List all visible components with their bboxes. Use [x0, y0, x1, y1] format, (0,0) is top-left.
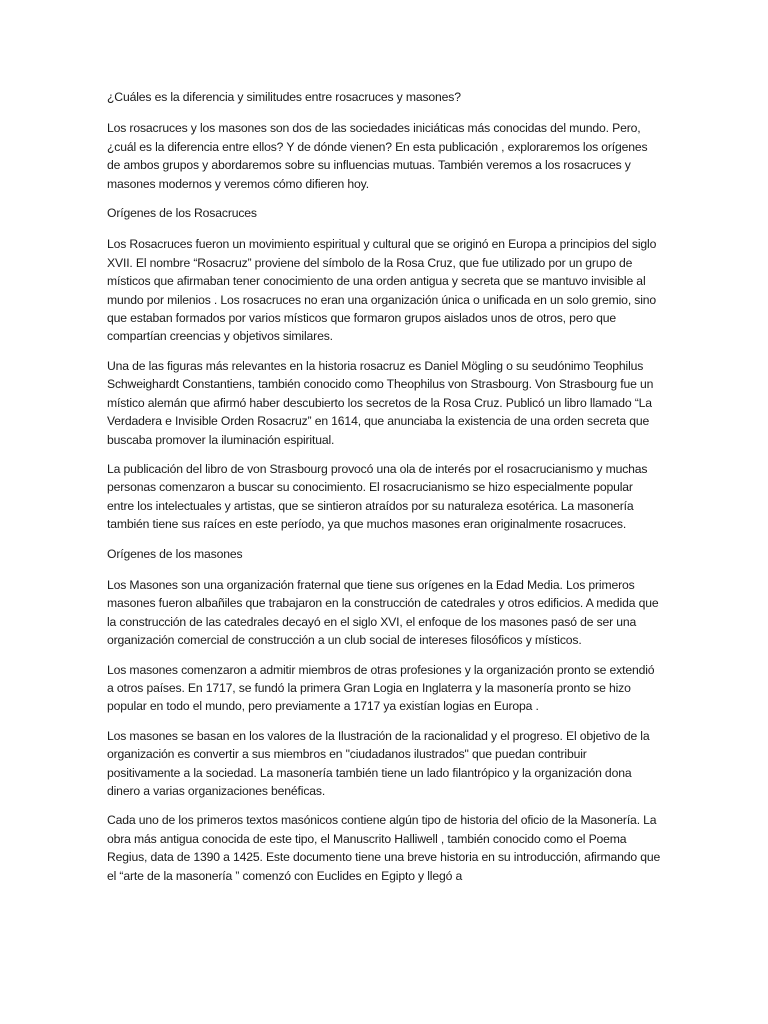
paragraph: Los masones se basan en los valores de la Ilustración de la racionalidad y el progreso. El objetivo de la organización es convertir a sus miembros en "ciudadanos ilustrados" que puedan contribuir positivamente a la sociedad. La masonería también tiene un lado filantrópico y la organización dona dinero a varias organizaciones benéficas.: [107, 728, 650, 798]
paragraph: Una de las figuras más relevantes en la historia rosacruz es Daniel Mögling o su seudónimo Teophilus Schweighardt Constantiens, también conocido como Theophilus von Strasbourg. Von Strasbourg fue un místico alemán que afirmó haber descubierto los secretos de la Rosa Cruz. Publicó un libro llamado “La Verdadera e Invisible Orden Rosacruz” en 1614, que anunciaba la existencia de una orden secreta que buscaba promover la iluminación espiritual.: [107, 358, 654, 447]
section-heading-rosacruces: Orígenes de los Rosacruces: [107, 206, 257, 221]
document-title: ¿Cuáles es la diferencia y similitudes entre rosacruces y masones?: [107, 90, 461, 104]
paragraph: Cada uno de los primeros textos masónicos contiene algún tipo de historia del oficio de la Masonería. La obra más antigua conocida de este tipo, el Manuscrito Halliwell , también conocido como el Poema Regius, data de 1390 a 1425. Este documento tiene una breve historia en su introducción, afirmando que el “arte de la masonería ” comenzó con Euclides en Egipto y llegó a: [107, 813, 661, 883]
paragraph: Los masones comenzaron a admitir miembros de otras profesiones y la organización pronto se extendió a otros países. En 1717, se fundó la primera Gran Logia en Inglaterra y la masonería pronto se hizo popular en todo el mundo, pero previamente a 1717 ya existían logias en Europa .: [107, 662, 655, 714]
paragraph: Los Masones son una organización fraternal que tiene sus orígenes en la Edad Media. Los primeros masones fueron albañiles que trabajaron en la construcción de catedrales y otros edificios. A medida que la construcción de las catedrales decayó en el siglo XVI, el enfoque de los masones pasó de ser una organización comercial de construcción a un club social de intereses filosóficos y místicos.: [107, 577, 659, 648]
document-page: [107, 88, 663, 896]
intro-paragraph: Los rosacruces y los masones son dos de las sociedades iniciáticas más conocidas del mundo. Pero, ¿cuál es la diferencia entre ellos? Y de dónde vienen? En esta publicación , exploraremos los orígenes de ambos grupos y abordaremos sobre su influencias mutuas. También veremos a los rosacruces y masones modernos y veremos cómo difieren hoy.: [107, 121, 648, 191]
paragraph: Los Rosacruces fueron un movimiento espiritual y cultural que se originó en Europa a principios del siglo XVII. El nombre “Rosacruz” proviene del símbolo de la Rosa Cruz, que fue utilizado por un grupo de místicos que afirmaban tener conocimiento de una orden antigua y secreta que se mantuvo invisible al mundo por milenios . Los rosacruces no eran una organización única o unificada en un solo gremio, sino que estaban formados por varios místicos que formaron grupos aislados unos de otros, pero que compartían creencias y objetivos similares.: [107, 237, 657, 344]
paragraph: La publicación del libro de von Strasbourg provocó una ola de interés por el rosacrucianismo y muchas personas comenzaron a buscar su conocimiento. El rosacrucianismo se hizo especialmente popular entre los intelectuales y artistas, que se sintieron atraídos por su naturaleza esotérica. La masonería también tiene sus raíces en este período, ya que muchos masones eran originalmente rosacruces.: [107, 461, 648, 532]
section-heading-masones: Orígenes de los masones: [107, 546, 243, 561]
